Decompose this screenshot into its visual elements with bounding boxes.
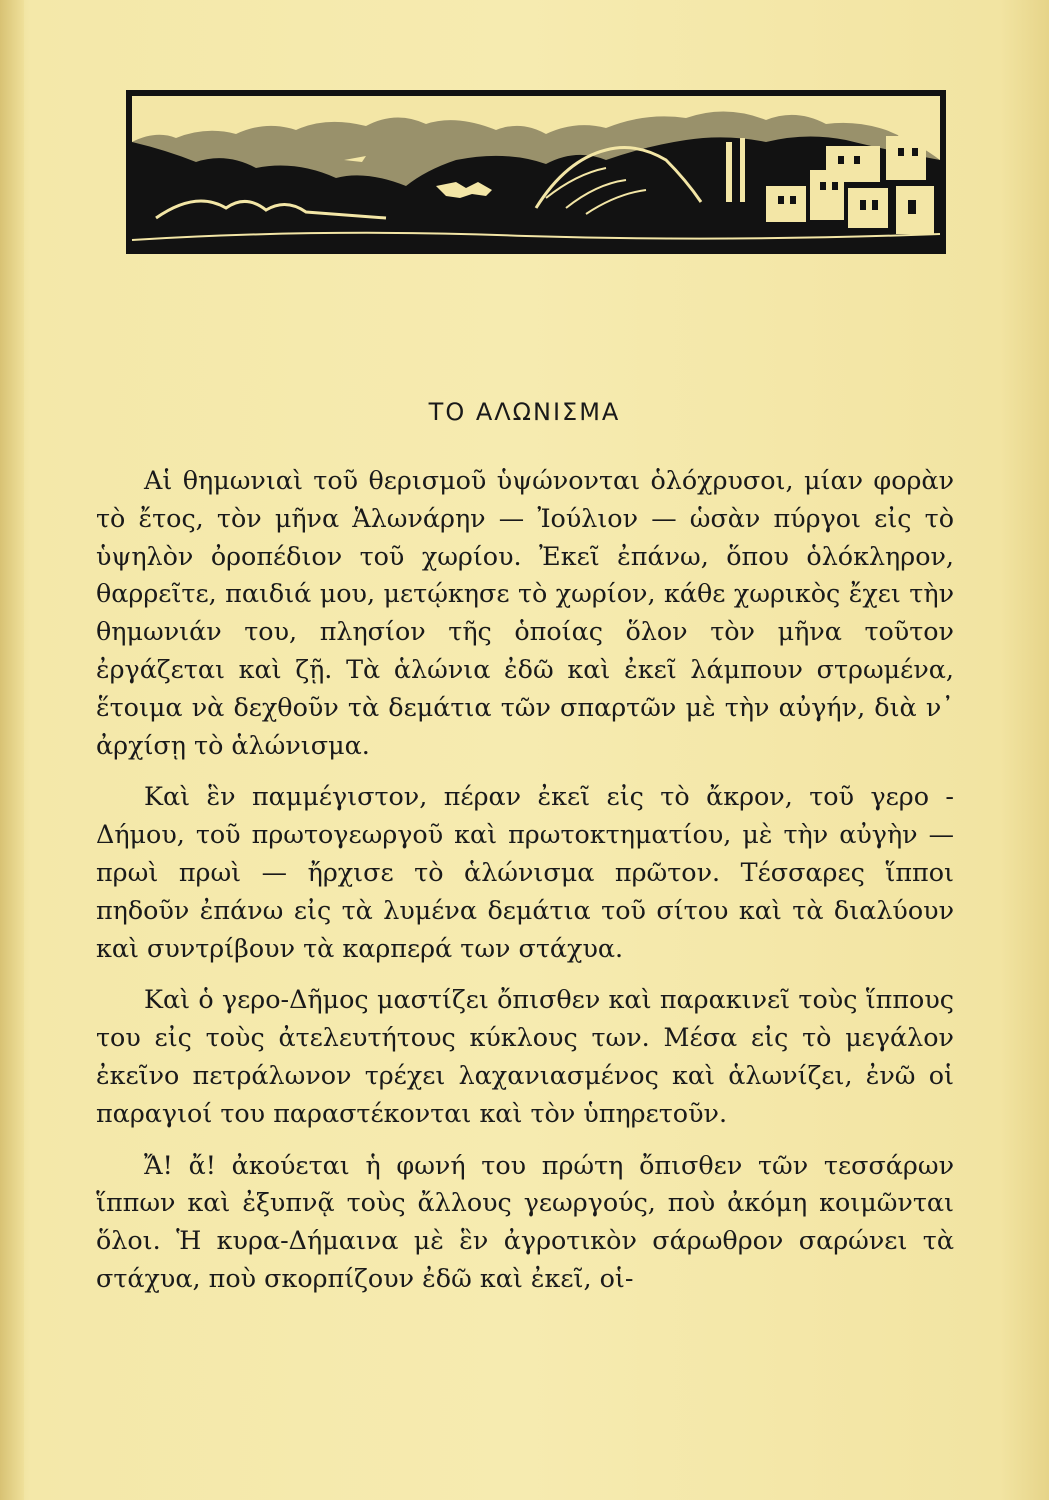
body-text bbox=[96, 462, 954, 1298]
paragraph: Καὶ ὁ γερο-Δῆμος μαστίζει ὄπισθεν καὶ παρακινεῖ τοὺς ἵππους του εἰς τοὺς ἀτελευτήτους κύκλους των. Μέσα εἰς τὸ μεγάλον ἐκεῖνο πετράλωνον τρέχει λαχανιασμένος καὶ ἁλωνίζει, ἐνῶ οἱ παραγιοί του παραστέκονται καὶ τὸν ὑπηρετοῦν. bbox=[96, 984, 954, 1128]
header-vignette-illustration bbox=[126, 90, 946, 254]
chapter-title: ΤΟ ΑΛΩΝΙΣΜΑ bbox=[428, 398, 621, 426]
paragraph: Αἱ θημωνιαὶ τοῦ θερισμοῦ ὑψώνονται ὁλόχρυσοι, μίαν φορὰν τὸ ἔτος, τὸν μῆνα Ἁλωνάρην — Ἰούλιον — ὡσὰν πύργοι εἰς τὸ ὑψηλὸν ὀροπέδιον τοῦ χωρίου. Ἐκεῖ ἐπάνω, ὅπου ὁλόκληρον, θαρρεῖτε, παιδιά μου, μετῴκησε τὸ χωρίον, κάθε χωρικὸς ἔχει τὴν θημωνιάν του, πλησίον τῆς ὁποίας ὅλον τὸν μῆνα τοῦτον ἐργάζεται καὶ ζῇ. Τὰ ἁλώνια ἐδῶ καὶ ἐκεῖ λάμπουν στρωμένα, ἕτοιμα νὰ δεχθοῦν τὰ δεμάτια τῶν σπαρτῶν μὲ τὴν αὐγήν, διὰ ν᾿ ἀρχίσῃ τὸ ἁλώνισμα. bbox=[96, 465, 954, 760]
paragraph: Καὶ ἓν παμμέγιστον, πέραν ἐκεῖ εἰς τὸ ἄκρον, τοῦ γερο - Δήμου, τοῦ πρωτογεωργοῦ καὶ πρωτοκτηματίου, μὲ τὴν αὐγὴν — πρωὶ πρωὶ — ἤρχισε τὸ ἁλώνισμα πρῶτον. Τέσσαρες ἵπποι πηδοῦν ἐπάνω εἰς τὰ λυμένα δεμάτια τοῦ σίτου καὶ τὰ διαλύουν καὶ συντρίβουν τὰ καρπερά των στάχυα. bbox=[96, 781, 954, 963]
paragraph: Ἄ! ἄ! ἀκούεται ἡ φωνή του πρώτη ὄπισθεν τῶν τεσσάρων ἵππων καὶ ἐξυπνᾷ τοὺς ἄλλους γεωργούς, ποὺ ἀκόμη κοιμῶνται ὅλοι. Ἡ κυρα-Δήμαινα μὲ ἓν ἀγροτικὸν σάρωθρον σαρώνει τὰ στάχυα, ποὺ σκορπίζουν ἐδῶ καὶ ἐκεῖ, οἱ- bbox=[96, 1149, 954, 1293]
page-gutter bbox=[0, 0, 24, 1500]
